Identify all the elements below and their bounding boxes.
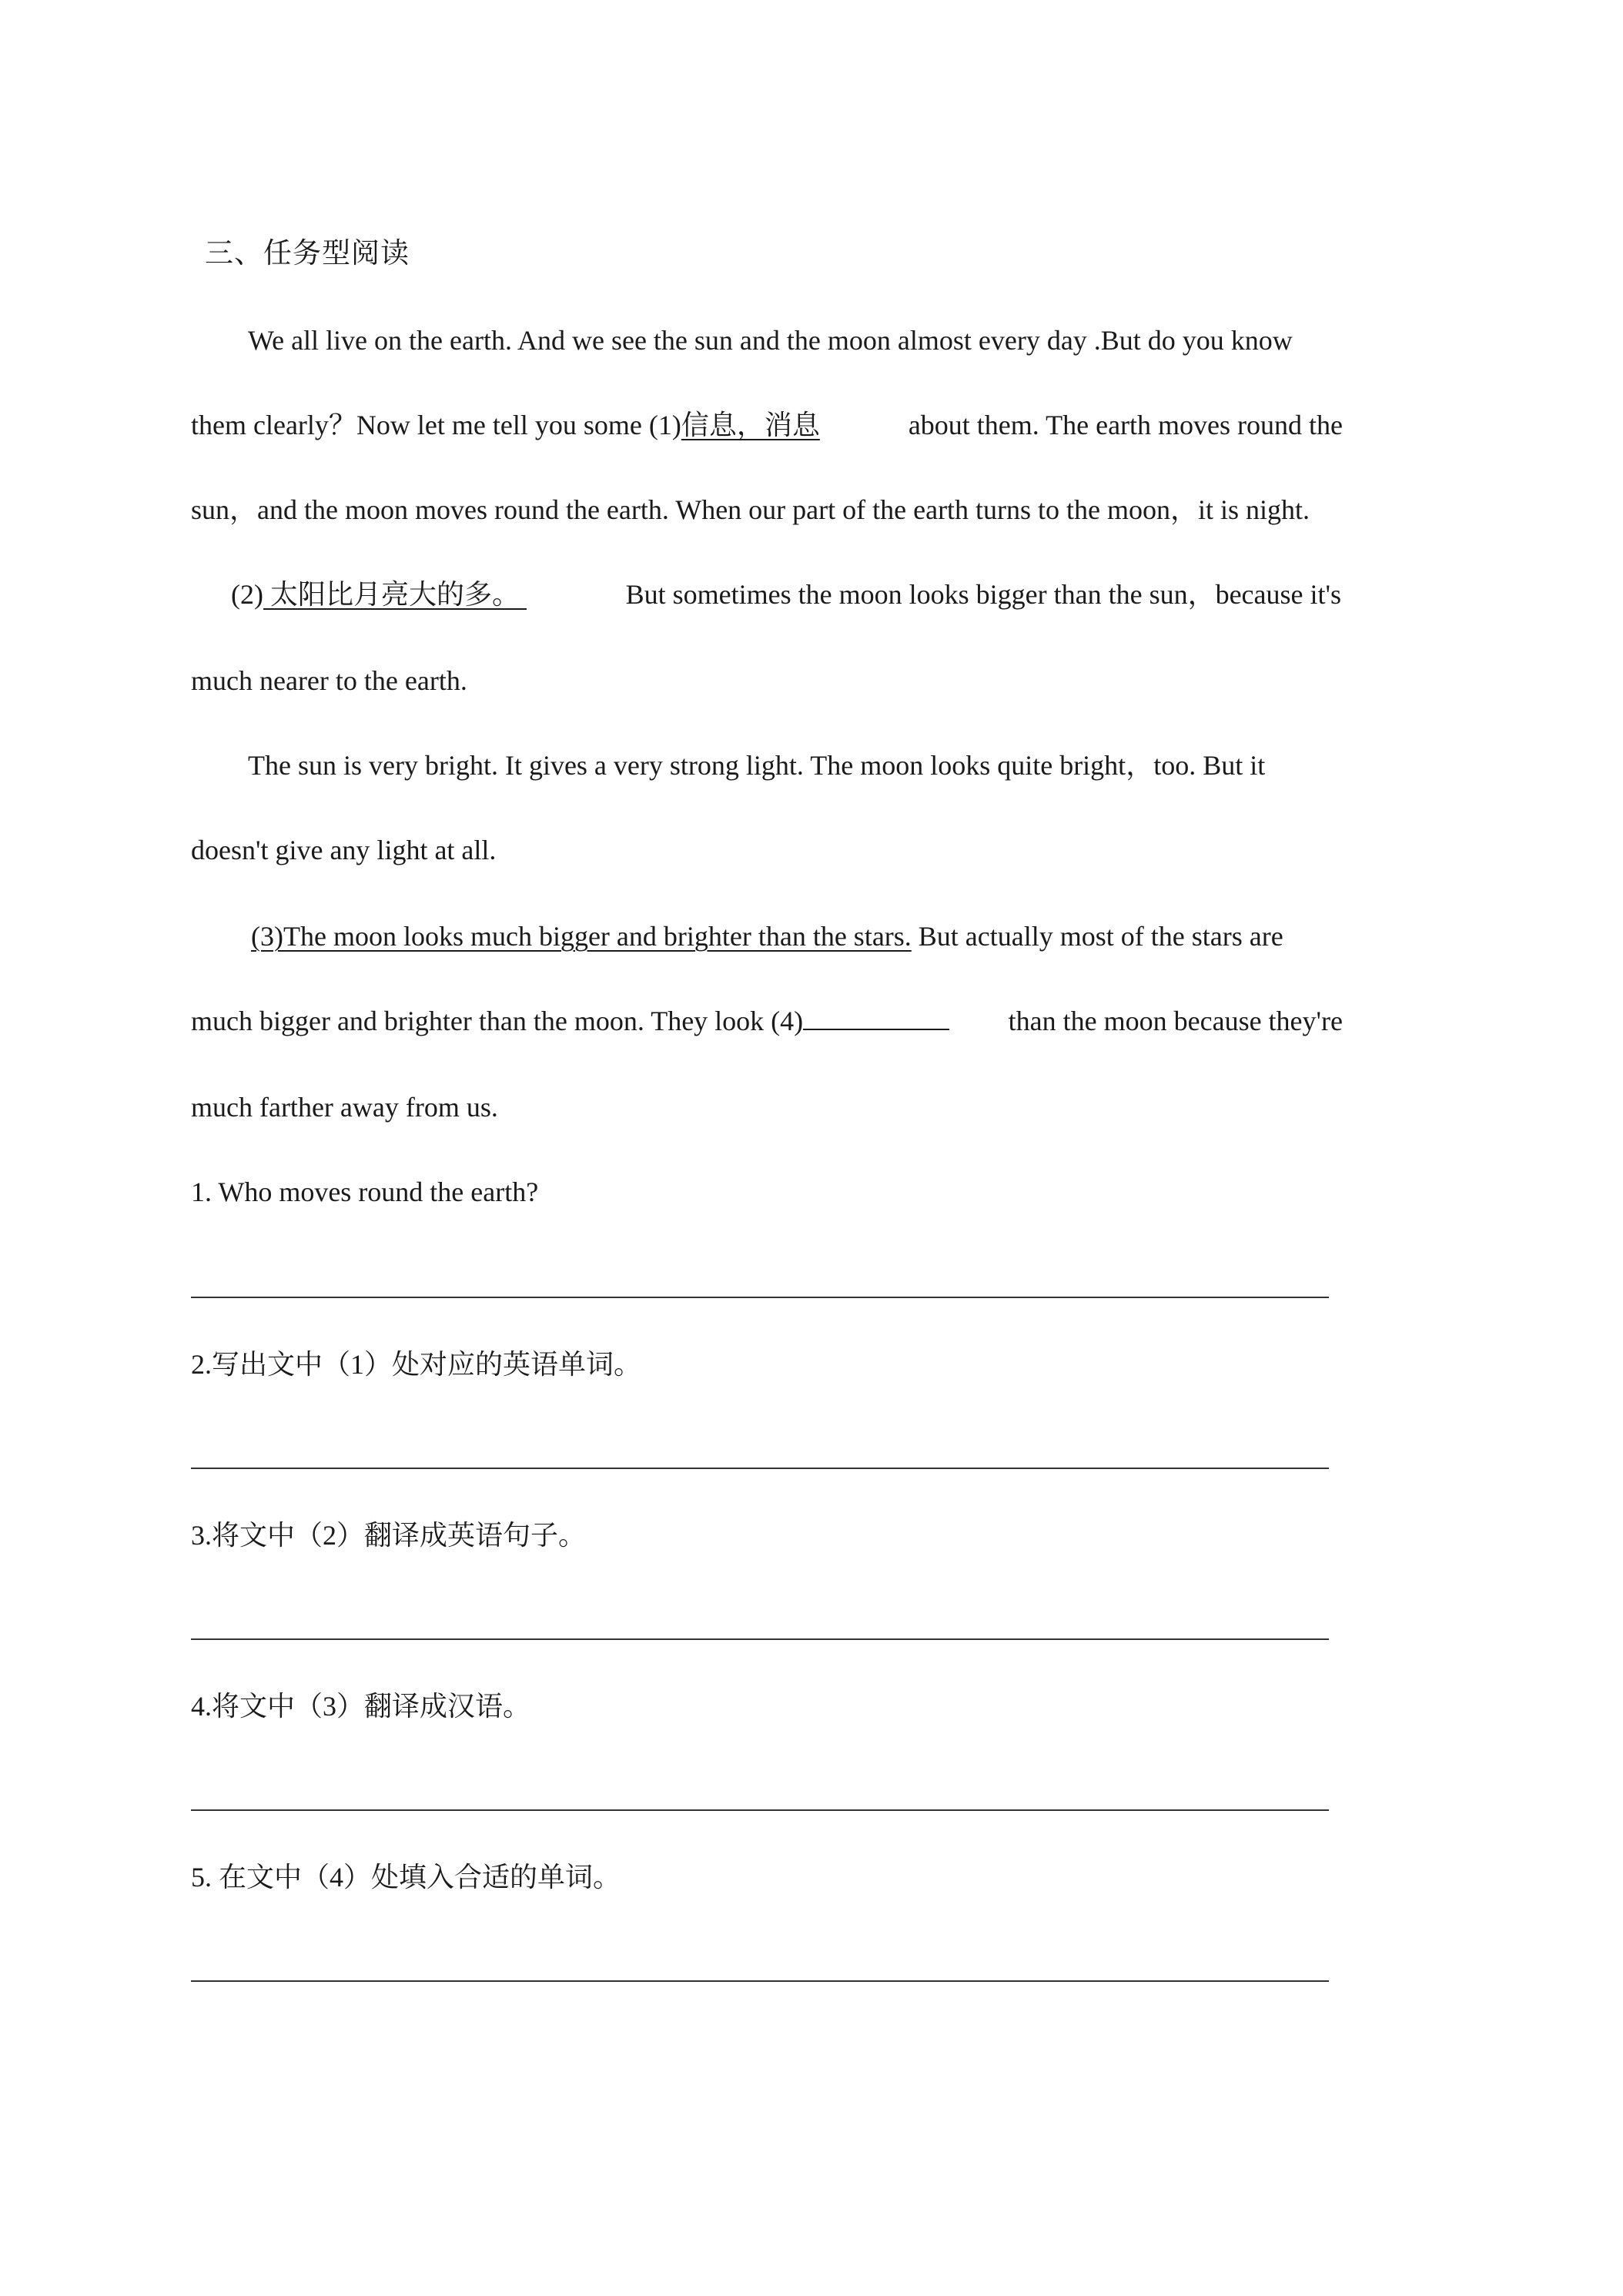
passage-line bbox=[191, 656, 1343, 705]
passage-line bbox=[191, 400, 1343, 450]
passage-text: much farther away from us. bbox=[191, 1092, 498, 1123]
question-4: 4.将文中（3）翻译成汉语。 bbox=[191, 1691, 531, 1722]
passage-line bbox=[251, 912, 1341, 961]
passage-text: The sun is very bright. It gives a very strong light. The moon looks quite bright，too. But it bbox=[248, 750, 1266, 781]
passage-text bbox=[231, 570, 527, 619]
passage-text-segment: them clearly？Now let me tell you some (1) bbox=[191, 410, 681, 440]
passage-text-segment: than the moon because they're bbox=[1008, 1006, 1343, 1036]
answer-line-3[interactable] bbox=[191, 1638, 1329, 1640]
answer-line-5[interactable] bbox=[191, 1980, 1329, 1982]
passage-text: much nearer to the earth. bbox=[191, 665, 467, 696]
passage-text-segment: (2) bbox=[231, 579, 263, 610]
passage-text bbox=[251, 912, 1283, 961]
question-3: 3.将文中（2）翻译成英语句子。 bbox=[191, 1520, 587, 1551]
question-1: 1. Who moves round the earth? bbox=[191, 1176, 539, 1207]
passage-line bbox=[191, 1083, 1343, 1132]
answer-line-1[interactable] bbox=[191, 1297, 1329, 1298]
passage-line bbox=[191, 485, 1343, 534]
passage-text-segment: But sometimes the moon looks bigger than the sun，because it's bbox=[625, 579, 1341, 610]
passage-text-segment: about them. The earth moves round the bbox=[908, 410, 1343, 440]
answer-line-4[interactable] bbox=[191, 1809, 1329, 1811]
passage-line bbox=[191, 825, 1343, 875]
passage-line bbox=[248, 316, 1341, 365]
answer-hint-2: 太阳比月亮大的多。 bbox=[263, 579, 527, 610]
passage-text: doesn't give any light at all. bbox=[191, 835, 497, 865]
passage-line bbox=[231, 570, 1341, 619]
answer-line-2[interactable] bbox=[191, 1468, 1329, 1469]
answer-hint-1: 信息，消息 bbox=[681, 410, 820, 440]
passage-text bbox=[191, 996, 963, 1046]
passage-text: We all live on the earth. And we see the sun and the moon almost every day .But do you know bbox=[248, 325, 1293, 356]
passage-text-segment: much bigger and brighter than the moon. They look (4) bbox=[191, 1006, 804, 1036]
question-5: 5. 在文中（4）处填入合适的单词。 bbox=[191, 1862, 621, 1893]
underlined-sentence-3: (3)The moon looks much bigger and brighter than the stars. bbox=[251, 921, 912, 952]
passage-text-segment: But actually most of the stars are bbox=[911, 921, 1283, 952]
passage-line bbox=[248, 741, 1341, 790]
fill-blank-4[interactable] bbox=[803, 1002, 949, 1030]
question-2: 2.写出文中（1）处对应的英语单词。 bbox=[191, 1349, 642, 1380]
section-title: 三、任务型阅读 bbox=[205, 238, 410, 269]
passage-text bbox=[191, 400, 820, 450]
passage-line bbox=[191, 996, 1343, 1046]
passage-text: sun，and the moon moves round the earth. When our part of the earth turns to the moon，it is night. bbox=[191, 494, 1310, 525]
